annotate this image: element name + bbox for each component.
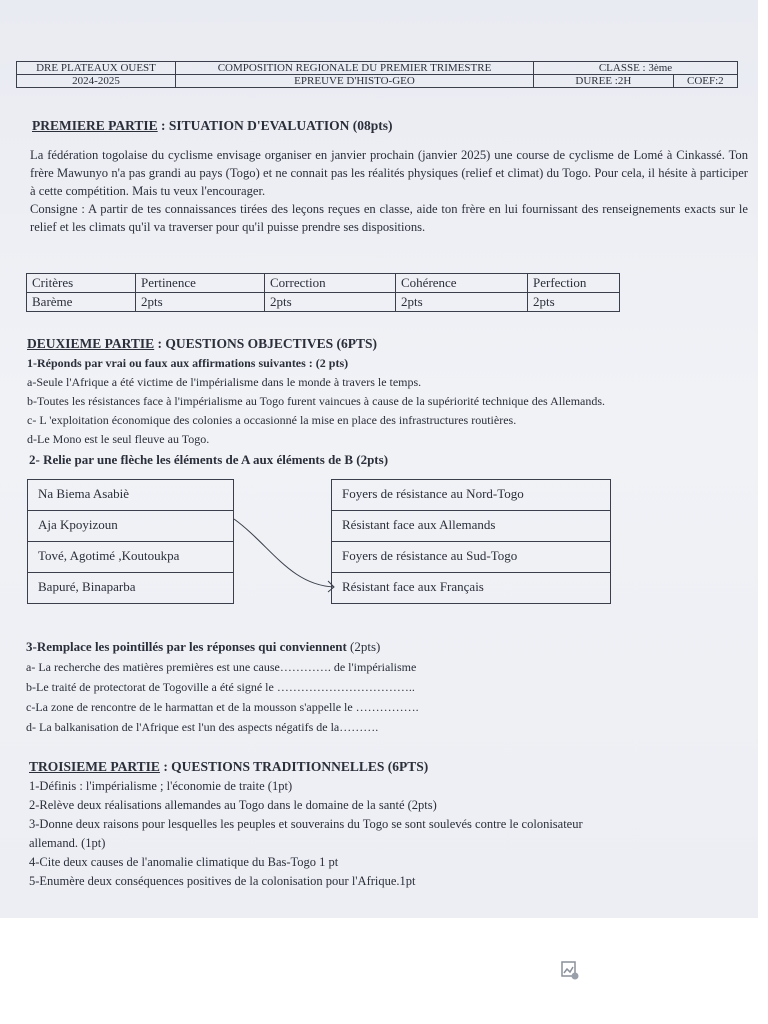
list-item: a- La recherche des matières premières est une cause…………. de l'impérialisme xyxy=(26,660,417,674)
list-item: 4-Cite deux causes de l'anomalie climatique du Bas-Togo 1 pt xyxy=(29,855,339,869)
column-a-box xyxy=(27,479,234,604)
criteria-score-cell: 2pts xyxy=(528,293,620,312)
header-duree: DUREE :2H xyxy=(534,75,674,88)
exam-header-table xyxy=(16,61,738,88)
list-item: b-Toutes les résistances face à l'impérialisme au Togo furent vaincues à cause de la supériorité technique des Allemands. xyxy=(27,394,606,408)
list-item: 3-Donne deux raisons pour lesquelles les peuples et souverains du Togo se sont soulevés contre le colonisateur xyxy=(29,817,583,831)
list-item: 5-Enumère deux conséquences positives de la colonisation pour l'Afrique.1pt xyxy=(29,874,416,888)
column-b-item: Foyers de résistance au Nord-Togo xyxy=(332,480,610,511)
part1-title: PREMIERE PARTIE : SITUATION D'EVALUATION (08pts) xyxy=(32,118,393,133)
part2-question-1: 1-Réponds par vrai ou faux aux affirmations suivantes : (2 pts) xyxy=(27,356,349,370)
traditional-questions-list xyxy=(29,777,583,891)
broken-image-icon xyxy=(561,960,579,980)
situation-paragraph: La fédération togolaise du cyclisme envisage organiser en janvier prochain (janvier 2025) une course de cyclisme de Lomé à Cinkassé. Ton frère Mawunyo n'a pas grandi au pays (Togo) et ne connait pas les réalités physiques (relief et climat) du Togo. Pour cela, il hésite à participer à cette compétition. Mais tu veux l'encourager. xyxy=(30,148,748,198)
list-item: c-La zone de rencontre de le harmattan et de la mousson s'appelle le ……………. xyxy=(26,700,419,714)
column-a-item: Aja Kpoyizoun xyxy=(28,511,233,542)
part2-question-3: 3-Remplace les pointillés par les réponses qui conviennent (2pts) xyxy=(26,639,381,654)
list-item: c- L 'exploitation économique des colonies a occasionné la mise en place des infrastructures routières. xyxy=(27,413,517,427)
criteria-header-cell: Cohérence xyxy=(396,274,528,293)
list-item: d- La balkanisation de l'Afrique est l'un des aspects négatifs de la………. xyxy=(26,720,379,734)
column-a-item: Bapuré, Binaparba xyxy=(38,579,136,594)
part2-title: DEUXIEME PARTIE : QUESTIONS OBJECTIVES (6PTS) xyxy=(27,336,377,351)
column-b-item: Foyers de résistance au Sud-Togo xyxy=(332,542,610,573)
part3-title: TROISIEME PARTIE : QUESTIONS TRADITIONNELLES (6PTS) xyxy=(29,759,429,774)
column-b-item: Résistant face aux Allemands xyxy=(332,511,610,542)
criteria-score-cell: 2pts xyxy=(136,293,265,312)
list-item: 1-Définis : l'impérialisme ; l'économie de traite (1pt) xyxy=(29,779,293,793)
criteria-header-cell: Pertinence xyxy=(136,274,265,293)
criteria-score-cell: 2pts xyxy=(396,293,528,312)
criteria-table xyxy=(26,273,620,312)
criteria-header-cell: Correction xyxy=(265,274,396,293)
header-year: 2024-2025 xyxy=(17,75,176,88)
criteria-header-cell: Critères xyxy=(27,274,136,293)
part2-question-2: 2- Relie par une flèche les éléments de A aux éléments de B (2pts) xyxy=(29,452,389,467)
matching-arrow xyxy=(230,515,345,595)
true-false-list xyxy=(27,373,605,449)
list-item: allemand. (1pt) xyxy=(29,836,106,850)
header-dre: DRE PLATEAUX OUEST xyxy=(17,62,176,75)
part1-body xyxy=(30,146,748,236)
list-item: 2-Relève deux réalisations allemandes au Togo dans le domaine de la santé (2pts) xyxy=(29,798,437,812)
consigne-paragraph: Consigne : A partir de tes connaissances tirées des leçons reçues en classe, aide ton frère en lui fournissant des renseignements exacts sur le relief et les climats qu'il va traverser pour qu'il puisse prendre ses dispositions. xyxy=(30,202,748,234)
header-epreuve: EPREUVE D'HISTO-GEO xyxy=(176,75,534,88)
header-coef: COEF:2 xyxy=(673,75,737,88)
column-a-item: Tové, Agotimé ,Koutoukpa xyxy=(28,542,233,573)
column-a-item: Na Biema Asabiè xyxy=(28,480,233,511)
list-item: a-Seule l'Afrique a été victime de l'impérialisme dans le monde à travers le temps. xyxy=(27,375,422,389)
column-b-box xyxy=(331,479,611,604)
header-classe: CLASSE : 3ème xyxy=(534,62,738,75)
fill-blank-list xyxy=(26,657,419,737)
column-b-item: Résistant face aux Français xyxy=(342,579,484,594)
criteria-score-cell: Barème xyxy=(27,293,136,312)
list-item: d-Le Mono est le seul fleuve au Togo. xyxy=(27,432,210,446)
header-composition: COMPOSITION REGIONALE DU PREMIER TRIMESTRE xyxy=(176,62,534,75)
criteria-score-cell: 2pts xyxy=(265,293,396,312)
list-item: b-Le traité de protectorat de Togoville a été signé le …………………………….. xyxy=(26,680,415,694)
criteria-header-cell: Perfection xyxy=(528,274,620,293)
